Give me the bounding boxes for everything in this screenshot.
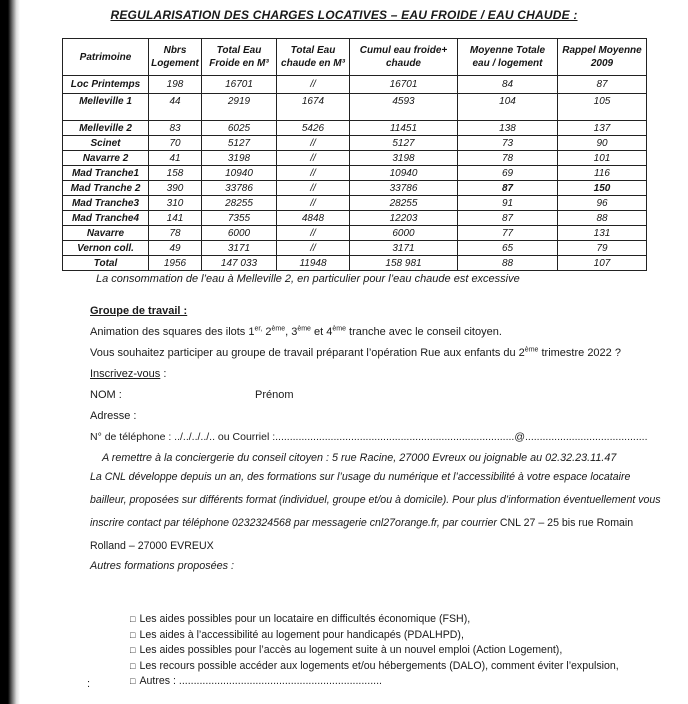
table-cell: 41 xyxy=(149,151,202,166)
table-cell: Loc Printemps xyxy=(63,76,149,94)
table-cell: Scinet xyxy=(63,136,149,151)
autres-formations-heading: Autres formations proposées : xyxy=(90,560,235,572)
table-cell: 44 xyxy=(149,94,202,121)
table-cell: // xyxy=(277,241,350,256)
superscript-text: ème xyxy=(271,325,286,333)
table-cell: 91 xyxy=(458,196,558,211)
table-row xyxy=(63,211,647,226)
table-cell: 28255 xyxy=(202,196,277,211)
table-cell: 158 xyxy=(149,166,202,181)
groupe-de-travail-section xyxy=(90,301,675,469)
table-cell: 2919 xyxy=(202,94,277,121)
table-cell: 78 xyxy=(458,151,558,166)
table-cell: 49 xyxy=(149,241,202,256)
table-cell: 87 xyxy=(458,181,558,196)
checkbox-icon: □ xyxy=(130,660,136,671)
table-cell: 11451 xyxy=(350,121,458,136)
table-cell: 1674 xyxy=(277,94,350,121)
table-cell: 28255 xyxy=(350,196,458,211)
superscript-text: ème xyxy=(332,325,346,333)
table-cell: // xyxy=(277,181,350,196)
table-row xyxy=(63,241,647,256)
table-cell: 4593 xyxy=(350,94,458,121)
table-cell: 69 xyxy=(458,166,558,181)
table-note: La consommation de l’eau à Melleville 2, en particulier pour l’eau chaude est excessive xyxy=(96,273,520,285)
remettre-line: A remettre à la conciergerie du conseil citoyen : 5 rue Racine, 27000 Evreux ou joignable au 02.32.23.11.47 xyxy=(102,452,617,464)
text-segment: La CNL développe depuis un an, des formations sur l’usage du numérique et l’accessibilité à votre espace locataire bailleur, proposées sur différents format (individuel, groupe et/ou à domicile). Pour plus d’information éventuellement vous inscrire contact par téléphone 0232324568 par messagerie cnl27orange.fr, par courrier xyxy=(90,471,661,529)
table-cell: 88 xyxy=(458,256,558,271)
table-cell: 6025 xyxy=(202,121,277,136)
table-cell: Mad Tranche4 xyxy=(63,211,149,226)
table-cell: 7355 xyxy=(202,211,277,226)
adresse-line: Adresse : xyxy=(90,410,137,422)
column-header: Total Eau chaude en M³ xyxy=(277,39,350,76)
inscrivez-label: Inscrivez-vous xyxy=(90,368,161,380)
table-cell: 158 981 xyxy=(350,256,458,271)
table-cell: 77 xyxy=(458,226,558,241)
table-cell: 116 xyxy=(558,166,647,181)
table-cell: 3198 xyxy=(202,151,277,166)
column-header: Nbrs Logement xyxy=(149,39,202,76)
table-cell: 198 xyxy=(149,76,202,94)
table-cell: 16701 xyxy=(350,76,458,94)
table-cell: 12203 xyxy=(350,211,458,226)
scan-edge-artifact xyxy=(0,0,20,704)
formation-item xyxy=(130,674,619,690)
table-cell: 141 xyxy=(149,211,202,226)
column-header: Rappel Moyenne 2009 xyxy=(558,39,647,76)
table-cell: 310 xyxy=(149,196,202,211)
text-segment: , 3 xyxy=(285,326,298,338)
table-cell: // xyxy=(277,196,350,211)
table-cell: 33786 xyxy=(202,181,277,196)
superscript-text: ème xyxy=(524,346,539,354)
table-cell: 105 xyxy=(558,94,647,121)
column-header: Total Eau Froide en M³ xyxy=(202,39,277,76)
table-cell: 84 xyxy=(458,76,558,94)
text-segment: Vous souhaitez participer au groupe de travail préparant l’opération Rue aux enfants du 2 xyxy=(90,347,525,359)
water-charges-table xyxy=(62,38,647,271)
table-header-row xyxy=(63,39,647,76)
table-cell: 70 xyxy=(149,136,202,151)
table-cell: 87 xyxy=(458,211,558,226)
table-cell: Melleville 2 xyxy=(63,121,149,136)
table-cell: 5127 xyxy=(350,136,458,151)
table-cell: Total xyxy=(63,256,149,271)
inscrivez-colon: : xyxy=(160,368,167,380)
table-cell: 10940 xyxy=(202,166,277,181)
table-cell: 138 xyxy=(458,121,558,136)
superscript-text: er, xyxy=(254,325,263,333)
formation-label: Les recours possible accéder aux logements et/ou hébergements (DALO), comment éviter l’expulsion, xyxy=(139,659,619,672)
table-cell: 6000 xyxy=(350,226,458,241)
formation-label: Autres : ..................................................................... xyxy=(139,675,382,687)
formation-item xyxy=(130,628,619,644)
table-cell: 73 xyxy=(458,136,558,151)
table-cell: 5426 xyxy=(277,121,350,136)
table-cell: 131 xyxy=(558,226,647,241)
formation-item xyxy=(130,643,619,659)
table-cell: // xyxy=(277,151,350,166)
table-cell: 10940 xyxy=(350,166,458,181)
table-cell: 107 xyxy=(558,256,647,271)
table-cell: 3171 xyxy=(350,241,458,256)
cnl-paragraph xyxy=(90,466,668,558)
text-segment: Animation des squares des ilots 1 xyxy=(90,326,255,338)
formation-item xyxy=(130,659,619,675)
table-cell: 150 xyxy=(558,181,647,196)
nom-field-label: NOM : xyxy=(90,389,122,401)
text-segment: 2 xyxy=(262,326,272,338)
table-cell: 147 033 xyxy=(202,256,277,271)
table-row xyxy=(63,121,647,136)
text-segment: trimestre 2022 ? xyxy=(538,347,621,359)
table-cell: 5127 xyxy=(202,136,277,151)
table-cell: Navarre xyxy=(63,226,149,241)
formations-checkbox-list xyxy=(130,612,619,690)
column-header: Patrimoine xyxy=(63,39,149,76)
table-cell: // xyxy=(277,136,350,151)
superscript-text: ème xyxy=(297,325,311,333)
table-cell: Vernon coll. xyxy=(63,241,149,256)
table-cell: Mad Tranche1 xyxy=(63,166,149,181)
table-cell: 96 xyxy=(558,196,647,211)
formation-label: Les aides possibles pour l’accès au logement suite à un nouvel emploi (Action Logement), xyxy=(139,644,563,656)
table-cell: 137 xyxy=(558,121,647,136)
table-row xyxy=(63,256,647,271)
table-row xyxy=(63,166,647,181)
column-header: Moyenne Totale eau / logement xyxy=(458,39,558,76)
table-cell: 78 xyxy=(149,226,202,241)
table-cell: Navarre 2 xyxy=(63,151,149,166)
table-cell: 11948 xyxy=(277,256,350,271)
table-cell: 65 xyxy=(458,241,558,256)
checkbox-icon: □ xyxy=(130,645,136,655)
table-cell: 87 xyxy=(558,76,647,94)
participer-line xyxy=(90,343,675,364)
groupe-de-travail-heading: Groupe de travail : xyxy=(90,305,188,317)
nom-line xyxy=(90,385,675,406)
table-row xyxy=(63,94,647,121)
column-header: Cumul eau froide+ chaude xyxy=(350,39,458,76)
table-row xyxy=(63,151,647,166)
inscrivez-line xyxy=(90,364,675,385)
table-cell: Mad Tranche 2 xyxy=(63,181,149,196)
text-segment: tranche avec le conseil citoyen. xyxy=(345,326,502,338)
animation-line xyxy=(90,322,675,343)
table-cell: // xyxy=(277,76,350,94)
table-row xyxy=(63,226,647,241)
checkbox-icon: □ xyxy=(130,629,136,640)
table-cell: 101 xyxy=(558,151,647,166)
prenom-field-label: Prénom xyxy=(255,389,294,401)
table-cell: 104 xyxy=(458,94,558,121)
formation-label: Les aides à l’accessibilité au logement pour handicapés (PDALHPD), xyxy=(139,628,464,641)
table-cell: 79 xyxy=(558,241,647,256)
checkbox-icon: □ xyxy=(130,676,136,686)
checkbox-icon: □ xyxy=(130,614,136,624)
table-cell: 33786 xyxy=(350,181,458,196)
table-cell: Mad Tranche3 xyxy=(63,196,149,211)
table-cell: 16701 xyxy=(202,76,277,94)
table-cell: 3198 xyxy=(350,151,458,166)
table-cell: 90 xyxy=(558,136,647,151)
table-cell: 390 xyxy=(149,181,202,196)
table-row xyxy=(63,181,647,196)
text-segment: et 4 xyxy=(310,326,333,338)
table-row xyxy=(63,136,647,151)
page-title: REGULARISATION DES CHARGES LOCATIVES – EAU FROIDE / EAU CHAUDE : xyxy=(110,8,578,22)
formation-label: Les aides possibles pour un locataire en difficultés économique (FSH), xyxy=(139,613,471,625)
table-cell: // xyxy=(277,226,350,241)
table-cell: 6000 xyxy=(202,226,277,241)
table-cell: 1956 xyxy=(149,256,202,271)
table-cell: // xyxy=(277,166,350,181)
table-row xyxy=(63,196,647,211)
table-cell: 4848 xyxy=(277,211,350,226)
table-row xyxy=(63,76,647,94)
telephone-courriel-line: N° de téléphone : ../../../../.. ou Courriel :..................................................................................@.......................................... xyxy=(90,431,648,443)
table-cell: 88 xyxy=(558,211,647,226)
text-segment: CNL 27 – 25 bis rue Romain Rolland – 27000 EVREUX xyxy=(90,517,634,552)
formation-item xyxy=(130,612,619,628)
trailing-colon: : xyxy=(87,678,91,690)
table-cell: Melleville 1 xyxy=(63,94,149,121)
table-cell: 83 xyxy=(149,121,202,136)
table-cell: 3171 xyxy=(202,241,277,256)
